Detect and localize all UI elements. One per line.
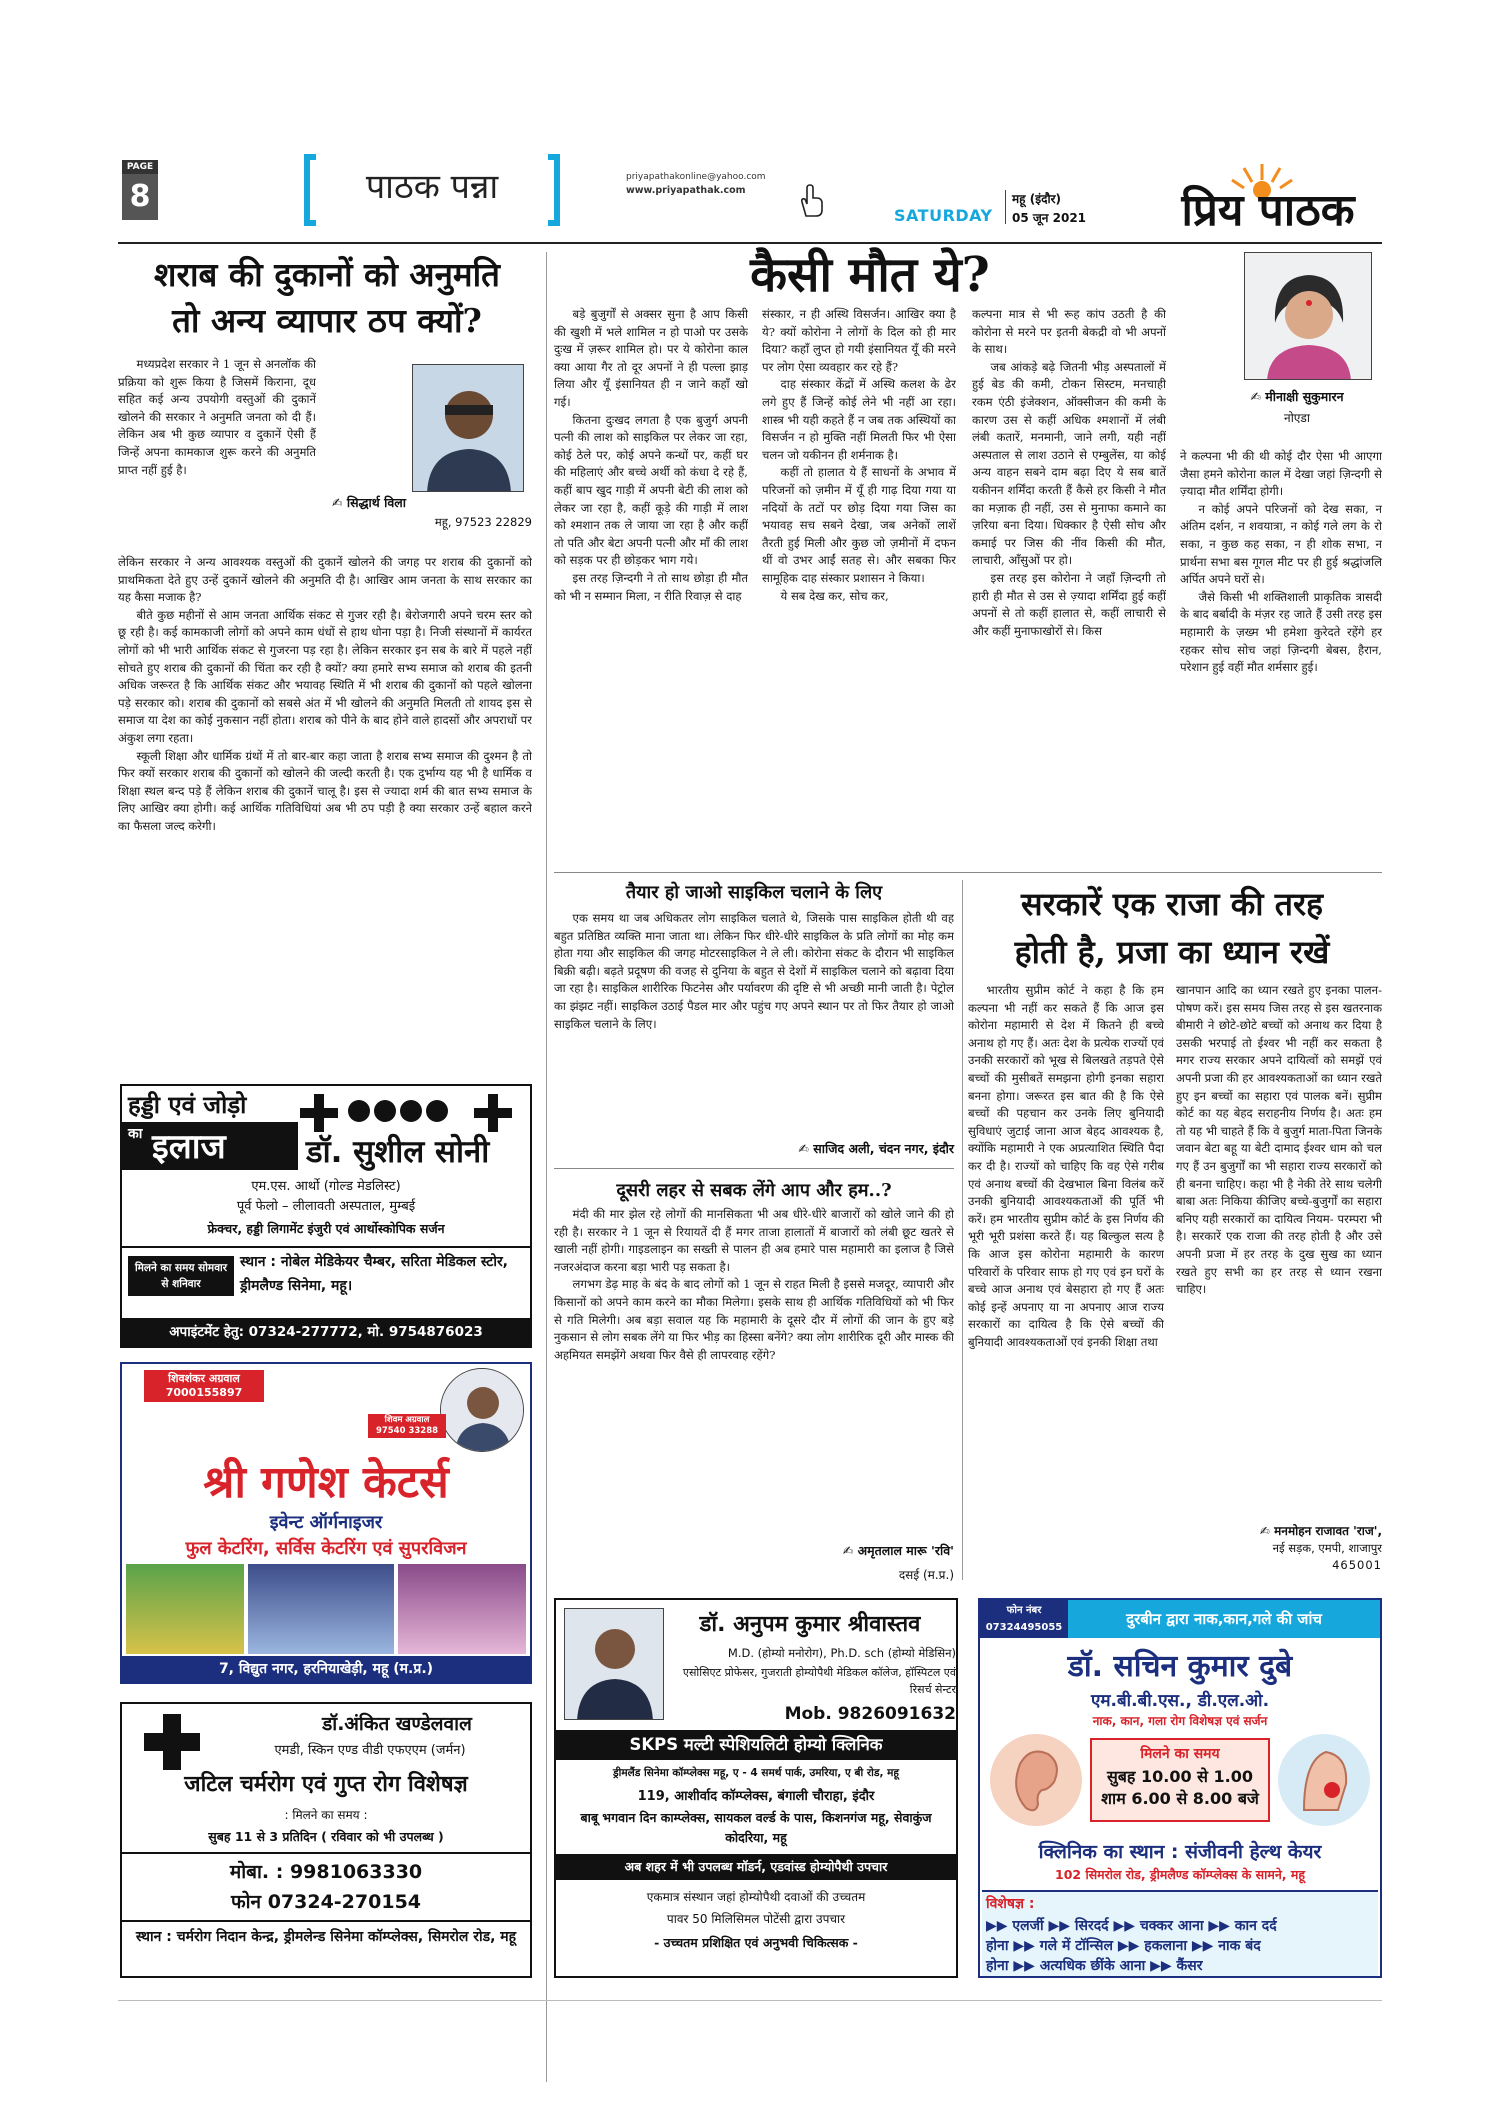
ad-anupam-clinic: SKPS मल्टी स्पेशियलिटी होम्यो क्लिनिक bbox=[556, 1730, 956, 1760]
article2-col3-p2: जब आंकड़े बढ़े जितनी भीड़ अस्पतालों में हुई बेड की कमी, टोकन सिस्टम, मनचाही रकम एंठी इंजेक्शन, ऑक्सीजन की कमी के कारण उस से कहीं अधिक श्मशानों में लंबी लंबी कतारें, मनमानी, जाने लगी, यही नहीं अस्पताल से लाश उठाने से एम्बुलेंस, या कोई अन्य वाहन सबने दाम बढ़ा दिए ये सब बातें यकीनन शर्मिंदा करती हैं कैसे हर किसी ने मौत का मज़ाक ही नहीं, उस से मुनाफा कमाने का ज़रिया बना दिया। धिक्कार है ऐसी सोच और कमाई पर जिस की नींव किसी की मौत, लाचारी, आँसुओं पर हो। bbox=[972, 359, 1166, 568]
ad-anupam-band: अब शहर में भी उपलब्ध मॉडर्न, एडवांस्ड होम्योपैथी उपचार bbox=[556, 1854, 956, 1880]
throat-icon bbox=[1274, 1730, 1374, 1830]
ad-soni-treatment-block bbox=[122, 1122, 298, 1170]
ad-dr-sushil-soni[interactable] bbox=[120, 1084, 532, 1348]
ad-sachin-timing-box bbox=[1090, 1738, 1270, 1822]
ad-soni-place: स्थान : नोबेल मेडिकेयर चैम्बर, सरिता मेडिकल स्टोर, ड्रीमलैण्ड सिनेमा, महू। bbox=[240, 1254, 508, 1294]
city-text: महू (इंदौर) bbox=[1012, 192, 1061, 206]
article5-place: नई सड़क, एमपी, शाजापुर bbox=[1272, 1541, 1382, 1555]
article4-para-1: मंदी की मार झेल रहे लोगों की मानसिकता भी अब धीरे-धीरे बाजारों को खोले जाने की हो रही है। सरकार ने 1 जून से रियायतें दी हैं मगर ताजा हालातों में बाजारों को लंबी छूट खतरे से खाली नहीं होगी। गाइडलाइन का सख्ती से पालन ही अब हमारे पास महामारी का इलाज है जिसे नजरअंदाज करना बड़ा भारी पड़ सकता है। bbox=[554, 1207, 954, 1274]
ad-sachin-phone-box bbox=[980, 1600, 1068, 1638]
medical-cross-icon bbox=[474, 1094, 512, 1132]
ad-ganesh-services: फुल केटरिंग, सर्विस केटरिंग एवं सुपरविजन bbox=[185, 1538, 467, 1559]
medical-cross-icon bbox=[300, 1094, 338, 1132]
ad-ankit-timing: सुबह 11 से 3 प्रतिदिन ( रविवार को भी उपलब्ध ) bbox=[208, 1829, 444, 1844]
ad-anupam-post: एसोसिएट प्रोफेसर, गुजराती होम्योपैथी मेडिकल कॉलेज, हॉस्पिटल एवं रिसर्च सेन्टर bbox=[682, 1666, 956, 1696]
pen-icon: ✍ bbox=[332, 495, 343, 510]
ad-soni-speciality: फ्रेक्चर, हड्डी लिगामेंट इंजुरी एवं आर्थोस्कोपिक सर्जन bbox=[207, 1221, 445, 1236]
author2-name: मीनाक्षी सुकुमारन bbox=[1265, 389, 1344, 404]
pen-icon: ✍ bbox=[1259, 1524, 1270, 1538]
article2-col3-p3: इस तरह इस कोरोना ने जहाँ ज़िन्दगी तो हारी ही मौत से उस से ज़्यादा शर्मिंदा हुई कहीं अपनों से तो कहीं हालात से, कहीं लाचारी से और कहीं मुनाफाखोरों से। किस bbox=[972, 570, 1166, 638]
ad-anupam-degree: M.D. (होम्यो मनोरोग), Ph.D. sch (होम्यो मेडिसिन) bbox=[727, 1646, 956, 1660]
ad-anupam-mobile: Mob. 9826091632 bbox=[784, 1704, 956, 1724]
ad-ganesh-owner2-tag bbox=[368, 1414, 446, 1438]
article2-col3-p1: कल्पना मात्र से भी रूह कांप उठती है की कोरोना से मरने पर इतनी बेकद्री वो भी अपनों के साथ। bbox=[972, 307, 1166, 357]
article2-title: कैसी मौत ये? bbox=[750, 247, 990, 303]
ad-anupam-line3: - उच्चतम प्रशिक्षित एवं अनुभवी चिकित्सक - bbox=[654, 1935, 858, 1950]
day-label: SATURDAY bbox=[894, 206, 993, 225]
ad-sachin-expert2: होना ▶▶ गले में टॉन्सिल ▶▶ हकलाना ▶▶ नाक बंद bbox=[986, 1938, 1261, 1954]
ad-soni-timing-box: मिलने का समय सोमवार से शनिवार bbox=[128, 1256, 234, 1296]
ad-soni-doctor: डॉ. सुशील सोनी bbox=[306, 1134, 490, 1170]
newspaper-logo bbox=[1148, 158, 1388, 238]
ad-sachin-degree: एम.बी.बी.एस., डी.एल.ओ. bbox=[1090, 1691, 1270, 1711]
article1-title-line2: तो अन्य व्यापार ठप क्यों? bbox=[172, 301, 482, 340]
ad-sachin-timing1: सुबह 10.00 से 1.00 bbox=[1106, 1767, 1254, 1786]
article5-col2-text: खानपान आदि का ध्यान रखते हुए इनका पालन-पोषण करें। इस समय जिस तरह से इस खतरनाक बीमारी ने छोटे-छोटे बच्चों को अनाथ कर दिया है उसकी भरपाई तो ईश्वर भी नहीं कर सकता है मगर राज्य सरकार अपने दायित्वों को समझें एवं अपनी प्रजा की हर आवश्यकताओं का ध्यान रखते हुए इन बच्चों का सहारा एवं पालक बनें। सुप्रीम कोर्ट का यह बेहद सराहनीय निर्णय है। अतः हम तो यह भी चाहते हैं कि वे बुजुर्ग माता-पिता जिनके जवान बेटा बहू या बेटी दामाद ईश्वर धाम को चल गए हैं उन बुजुर्गों का भी सहारा राज्य सरकारों को ही बनना चाहिए। कहा भी है नेकी तेरे साथ चलेगी बाबा अतः निकिया कीजिए बच्चे-बुजुर्गों का सहारा बनिए यही सरकारों का दायित्व नियम- परम्परा भी है। सरकारें एक राजा की तरह होती है और उसे अपनी प्रजा में हर तरह के दुख सुख का ध्यान रखते हुए सभी का हर तरह से ध्यान रखना चाहिए। bbox=[1176, 983, 1382, 1297]
article2-col4 bbox=[1180, 448, 1382, 866]
article1-para-2: बीते कुछ महीनों से आम जनता आर्थिक संकट से गुजर रही है। बेरोजगारी अपने चरम स्तर को छू रही है। कई कामकाजी लोगों को अपने काम धंधों से हाथ धोना पड़ा है। निजी संस्थानों में कार्यरत लोगों को भी भारी आर्थिक संकट से गुजरना पड़ रहा है। लेकिन सरकार इन सब के बारे में पहले नहीं सोचते हुए शराब की दुकानों की चिंता कर रही है क्यों? क्या हमारे सभ्य समाज को शराब की इतनी अधिक जरूरत है कि आर्थिक संकट और भयावह स्थिति में भी शराब की दुकानों को पहले खोलना पड़े सरकार को। शराब की दुकानों को सबसे अंत में भी खोलने की अनुमति मिलती तो शायद इस से समाज या देश का कोई नुकसान नहीं होता। शराब को पीने के बाद होने वाले हादसों और अपराधों पर अंकुश लगा रहता। bbox=[118, 607, 532, 745]
author1-place: महू, 97523 22829 bbox=[434, 515, 532, 529]
article5-title-line2: होती है, प्रजा का ध्यान रखें bbox=[1014, 933, 1330, 971]
article3-title: तैयार हो जाओ साइकिल चलाने के लिए bbox=[625, 882, 883, 903]
article5-pin: 465001 bbox=[1332, 1558, 1382, 1572]
article5-col1-text: भारतीय सुप्रीम कोर्ट ने कहा है कि हम कल्पना भी नहीं कर सकते हैं कि आज इस कोरोना महामारी से देश में कितने ही बच्चे अनाथ हो गए हैं। अतः देश के प्रत्येक राज्यों एवं उनकी सरकारों को भूख से बिलखते तड़पते ऐसे बच्चों की मुसीबतें समझना होगी इनका सहारा बनना होगा। जरूरत इस बात की है कि ऐसे बच्चों की पहचान कर उनके लिए बुनियादी सुविधाएं जुटाई जाना आज बेहद आवश्यक है, क्योंकि महामारी ने एक अप्रत्याशित स्थिति पैदा कर दी है। राज्यों को चाहिए कि वह ऐसे गरीब एवं अनाथ बच्चों की देखभाल बिना विलंब करें उनकी बुनियादी आवश्यकताओं की पूर्ति भी करें। हम भारतीय सुप्रीम कोर्ट के इस निर्णय की भूरी भूरी प्रशंसा करते हैं। यह बिल्कुल सत्य है कि आज इस कोरोना महामारी के कारण परिवारों के परिवार साफ हो गए एवं इन घरों के बच्चे आज अनाथ एवं बेसहारा हो गए हैं अतः कोई इन्हें अपनाए या ना अपनाए आज राज्य सरकारों का दायित्व है कि ऐसे बच्चों की बुनियादी आवश्यकताओं एवं इनकी शिक्षा तथा bbox=[968, 983, 1164, 1349]
ad-anupam-addr2: 119, आशीर्वाद कॉम्प्लेक्स, बंगाली चौराहा, इंदौर bbox=[637, 1789, 875, 1804]
author2-byline bbox=[1212, 388, 1382, 426]
article2-col4-p1: ने कल्पना भी की थी कोई दौर ऐसा भी आएगा जैसा हमने कोरोना काल में देखा जहां ज़िन्दगी से ज़्यादा मौत शर्मिंदा होगी। bbox=[1180, 449, 1382, 499]
ad-sachin-headline: दुरबीन द्वारा नाक,कान,गले की जांच bbox=[1068, 1600, 1380, 1638]
article2-col2-p1: संस्कार, न ही अस्थि विसर्जन। आखिर क्या है ये? क्यों कोरोना ने लोगों के दिल को ही मार दिया? कहाँ लुप्त हो गयी इंसानियत यूँ की मरने पर लोग ऐसा व्यवहार कर रहे हैं? bbox=[762, 307, 956, 374]
article3-author: साजिद अली, चंदन नगर, इंदौर bbox=[813, 1141, 954, 1156]
medical-cross-icon bbox=[144, 1714, 200, 1770]
author1-name: सिद्धार्थ विला bbox=[346, 495, 406, 510]
website-text[interactable]: www.priyapathak.com bbox=[626, 185, 746, 196]
article2-col4-p2: न कोई अपने परिजनों को देख सका, न अंतिम दर्शन, न शवयात्रा, न कोई गले लग के रो सका, न कुछ कह सका, न ही शोक सभा, न प्रार्थना सभा बस गूगल मीट पर ही हुई श्रद्धांजलि अर्पित अपने घरों से। bbox=[1180, 501, 1382, 587]
ad-anupam-addr3: बाबू भगवान दिन काम्प्लेक्स, सायकल वर्ल्ड के पास, किशनगंज महू, सेवाकुंज कोदरिया, महू bbox=[580, 1810, 932, 1845]
ad-sachin-phone: 07324495055 bbox=[985, 1622, 1063, 1633]
ad-ankit-mobile: मोबा. : 9981063330 bbox=[229, 1861, 423, 1883]
article2-col3 bbox=[972, 306, 1166, 866]
ad-ganesh-owner2: शिवम अग्रवाल bbox=[384, 1415, 430, 1425]
article1-para-1: लेकिन सरकार ने अन्य आवश्यक वस्तुओं की दुकानें खोलने की जगह पर शराब की दुकानों को प्राथमिकता देते हुए उन्हें दुकानें खोलने की अनुमति दी है। आखिर आम जनता के साथ सरकार का यह कैसा मजाक है? bbox=[118, 555, 532, 605]
ad-ganesh-caterers[interactable] bbox=[120, 1362, 532, 1684]
article5-byline bbox=[1176, 1522, 1382, 1572]
author1-byline bbox=[332, 494, 532, 530]
article5-col2 bbox=[1176, 982, 1382, 1522]
bones-icon bbox=[344, 1096, 454, 1126]
ad-sachin-clinic: क्लिनिक का स्थान : संजीवनी हेल्थ केयर bbox=[1038, 1841, 1322, 1863]
ad-anupam-addr1: ड्रीमलैंड सिनेमा कॉम्प्लेक्स महू, ए - 4 समर्थ पार्क, उमरिया, ए बी रोड, महू bbox=[613, 1767, 899, 1779]
ad-ganesh-owner1-tag bbox=[144, 1370, 264, 1402]
article1-title-line1: शराब की दुकानों को अनुमति bbox=[154, 255, 500, 294]
ad-sachin-speciality: नाक, कान, गला रोग विशेषज्ञ एवं सर्जन bbox=[1092, 1714, 1268, 1728]
author2-photo bbox=[1244, 252, 1372, 380]
article4-author: अमृतलाल मारू 'रवि' bbox=[857, 1543, 954, 1558]
article2-col1 bbox=[554, 306, 748, 866]
article3-text: एक समय था जब अधिकतर लोग साइकिल चलाते थे, जिसके पास साइकिल होती थी वह बहुत प्रतिष्ठित व्यक्ति माना जाता था। लेकिन फिर धीरे-धीरे साइकिल के प्रति लोगों का मोह कम होता गया और साइकिल की जगह मोटरसाइकिल ने ले ली। कोरोना संकट के दौरान भी साइकिल बिक्री बढ़ी। बढ़ते प्रदूषण की वजह से दुनिया के बहुत से देशों में साइकिल चलाने को बढ़ावा दिया जा रहा है। साइकिल शारीरिक फिटनेस और पर्यावरण की दृष्टि से भी अच्छी मानी जाती है। पेट्रोल का झंझट नहीं। साइकिल उठाई पैडल मार और पहुंच गए अपने स्थान पर तो फिर तैयार हो जाओ साइकिल चलाने के लिए। bbox=[554, 911, 954, 1031]
ad-ankit-degree: एमडी, स्किन एण्ड वीडी एफएएम (जर्मन) bbox=[274, 1743, 466, 1758]
article2-col1-p3: इस तरह ज़िन्दगी ने तो साथ छोड़ा ही मौत को भी न सम्मान मिला, न रीति रिवाज़ से दाह bbox=[554, 570, 748, 603]
article5-author: मनमोहन राजावत 'राज', bbox=[1274, 1524, 1382, 1538]
ad-anupam-line2: पावर 50 मिलिसिमल पोटेंसी द्वारा उपचार bbox=[666, 1912, 846, 1926]
ad-ganesh-event-photos bbox=[126, 1564, 526, 1654]
ad-dr-sachin[interactable] bbox=[978, 1598, 1382, 1978]
hand-pointer-icon bbox=[796, 184, 826, 218]
pen-icon: ✍ bbox=[1250, 389, 1261, 404]
article1-body bbox=[118, 554, 532, 1072]
email-text[interactable]: priyapathakonline@yahoo.com bbox=[626, 172, 766, 182]
ad-soni-fellow: पूर्व फेलो – लीलावती अस्पताल, मुम्बई bbox=[236, 1199, 416, 1214]
ad-sachin-expert3: होना ▶▶ अत्यधिक छींके आना ▶▶ कैंसर bbox=[986, 1958, 1203, 1974]
article2-col2 bbox=[762, 306, 956, 866]
article4-place: दसई (म.प्र.) bbox=[898, 1568, 954, 1582]
ad-sachin-expert-label: विशेषज्ञ : bbox=[986, 1896, 1035, 1912]
page-label: PAGE bbox=[122, 160, 158, 174]
ad-ganesh-owner-photo bbox=[440, 1368, 524, 1452]
ad-ankit-doctor: डॉ.अंकित खण्डेलवाल bbox=[322, 1713, 472, 1735]
article4-body bbox=[554, 1206, 954, 1536]
article5-title bbox=[962, 880, 1382, 976]
ear-icon bbox=[986, 1730, 1086, 1830]
article1-intro bbox=[118, 356, 316, 556]
article2-col4-p3: जैसे किसी भी शक्तिशाली प्राकृतिक त्रासदी के बाद बर्बादी के मंज़र रह जाते हैं उसी तरह इस महामारी के ज़ख्म भी हमेशा कुरेदते रहेंगे हर रहकर सोच सोच जहां ज़िन्दगी बेबस, हैरान, परेशान हुई वहीं मौत शर्मसार हुई। bbox=[1180, 589, 1382, 675]
ad-sachin-timing2: शाम 6.00 से 8.00 बजे bbox=[1101, 1789, 1259, 1808]
page-badge bbox=[122, 160, 158, 222]
dateline bbox=[1012, 190, 1086, 226]
article1-intro-text: मध्यप्रदेश सरकार ने 1 जून से अनलॉक की प्रक्रिया को शुरू किया है जिसमें किराना, दूध सहित कई अन्य उपयोगी वस्तुओं की दुकानें खोलने की सरकार ने अनुमति जनता को दी हैं। लेकिन अब भी कुछ व्यापार व दुकानें ऐसी हैं जिन्हें अपना कामकाज शुरू करने की अनुमति प्राप्त नहीं हुई है। bbox=[118, 357, 316, 477]
article4-para-2: लगभग डेढ़ माह के बंद के बाद लोगों को 1 जून से राहत मिली है इससे मजदूर, व्यापारी और किसानों को अपने काम करने का मौका मिलेगा। इसके साथ ही आर्थिक गतिविधियों को भी फिर से गति मिलेगी। अब बड़ा सवाल यह कि महामारी के दूसरे दौर में लोगों की जान के हुए बड़े नुकसान से लोग सबक लेंगे या फिर भीड़ का हिस्सा बनेंगे? क्या लोग शारीरिक दूरी और मास्क की अहमियत समझेंगे अथवा फिर वैसे ही लापरवाह रहेंगे? bbox=[554, 1277, 954, 1362]
ad-sachin-expert-block bbox=[982, 1890, 1378, 1976]
ad-dr-anupam[interactable] bbox=[554, 1598, 958, 1978]
ad-ankit-timing-label: : मिलने का समय : bbox=[284, 1808, 368, 1822]
section-title-bracket bbox=[304, 154, 560, 226]
article2-col1-p2: कितना दुःखद लगता है एक बुजुर्ग अपनी पत्नी की लाश को साइकिल पर लेकर जा रहा, कोई ठेले पर, कोई अपने कन्धों पर, कहीं घर की महिलाएं और बच्चे अर्थी को कंधा दे रहे हैं, कहीं बाप खुद गाड़ी में अपनी बेटी की लाश को लेकर जा रहा है, कहीं कूड़े की गाड़ी में लाश को श्मशान तक ले जाया जा रहा है और कहीं तो पति और बेटा अपनी पत्नी और माँ की लाश को सड़क पर ही छोड़कर भाग गये। bbox=[554, 412, 748, 568]
article1-title bbox=[118, 252, 536, 344]
author1-photo bbox=[412, 364, 524, 492]
article3-byline bbox=[560, 1140, 954, 1157]
article2-col2-p2: दाह संस्कार केंद्रों में अस्थि कलश के ढेर लगे हुए हैं जिन्हें कोई लेने भी नहीं आ रहा। शास्त्र भी यही कहते हैं न जब तक अस्थियों का विसर्जन न हो मुक्ति नहीं मिलती फिर भी ऐसा चलन जो यकीनन ही शर्मनाक है। bbox=[762, 377, 956, 462]
ad-sachin-timing-title: मिलने का समय bbox=[1140, 1746, 1220, 1762]
article1-para-3: स्कूली शिक्षा और धार्मिक ग्रंथों में तो बार-बार कहा जाता है शराब सभ्य समाज की दुश्मन है तो फिर क्यों सरकार शराब की दुकानों को खोलने की जल्दी करती है। एक दुर्भाग्य यह भी है धार्मिक व शिक्षा स्थल बन्द पड़े हैं लेकिन शराब की दुकानें चालू है। इस से ज्यादा शर्म की बात सभ्य समाज के लिए आखिर क्या होगी। कई आर्थिक गतिविधियां अब भी ठप पड़ी है क्या सरकार उन्हें बहाल करने का फैसला जल्द करेगी। bbox=[118, 748, 532, 833]
ad-soni-degree: एम.एस. आर्थो (गोल्ड मेडलिस्ट) bbox=[251, 1179, 401, 1194]
ad-ganesh-phone1: 7000155897 bbox=[165, 1386, 243, 1399]
article2-col1-p1: बड़े बुजुर्गों से अक्सर सुना है आप किसी की खुशी में भले शामिल न हो पाओ पर उसके दुःख में ज़रूर शामिल हो। पर ये कोरोना काल क्या आया गैर तो दूर अपनों ने ही पल्ला झाड़ लिया और यूँ इंसानियत ही न जाने कहाँ खो गई। bbox=[554, 307, 748, 409]
ad-ankit-phone: फोन 07324-270154 bbox=[230, 1891, 422, 1913]
section-title: पाठक पन्ना bbox=[365, 167, 499, 207]
ad-soni-line2-big: इलाज bbox=[152, 1127, 226, 1167]
ad-ganesh-owner1: शिवशंकर अग्रवाल bbox=[168, 1372, 240, 1385]
page-number: 8 bbox=[122, 174, 158, 220]
ad-sachin-expert1: ▶▶ एलर्जी ▶▶ सिरदर्द ▶▶ चक्कर आना ▶▶ कान दर्द bbox=[986, 1918, 1277, 1934]
ad-sachin-phone-label: फोन नंबर bbox=[1006, 1605, 1042, 1616]
paper-name: प्रिय पाठक bbox=[1181, 185, 1355, 236]
article2-col2-p3: कहीं तो हालात ये हैं साधनों के अभाव में परिजनों को ज़मीन में यूँ ही गाढ़ दिया गया या नदियों के तटों पर छोड़ दिया गया जिस का भयावह सच सबने देखा, जब अनेकों लाशें तैरती हुई मिली और कुछ जो ज़मीनों में दफन थीं वो उभर आईं सतह से। और सबका फिर सामूहिक दाह संस्कार प्रशासन ने किया। bbox=[762, 465, 956, 585]
article3-body bbox=[554, 910, 954, 1130]
pen-icon: ✍ bbox=[798, 1141, 809, 1156]
article2-col2-p4: ये सब देख कर, सोच कर, bbox=[780, 588, 889, 603]
ad-anupam-doctor: डॉ. अनुपम कुमार श्रीवास्तव bbox=[699, 1612, 921, 1637]
pen-icon: ✍ bbox=[842, 1543, 854, 1558]
ad-ganesh-tag: इवेन्ट ऑर्गनाइजर bbox=[269, 1512, 383, 1533]
ad-dr-ankit[interactable] bbox=[120, 1702, 532, 1978]
ad-soni-line1: हड्डी एवं जोड़ो bbox=[128, 1091, 247, 1119]
ad-soni-phone: अपाइंटमेंट हेतु: 07324-277772, मो. 9754876023 bbox=[122, 1318, 530, 1346]
article5-title-line1: सरकारें एक राजा की तरह bbox=[1020, 885, 1324, 923]
ad-sachin-address: 102 सिमरोल रोड, ड्रीमलैण्ड कॉम्प्लेक्स के सामने, महू bbox=[1055, 1867, 1305, 1882]
ad-soni-line2-small: का bbox=[128, 1126, 143, 1142]
ad-soni-header bbox=[122, 1086, 530, 1172]
ad-ganesh-address: 7, विद्युत नगर, हरनियाखेड़ी, महू (म.प्र.) bbox=[122, 1656, 530, 1682]
ad-sachin-doctor: डॉ. सचिन कुमार दुबे bbox=[1067, 1649, 1293, 1684]
date-text: 05 जून 2021 bbox=[1012, 211, 1087, 225]
ad-ankit-place: स्थान : चर्मरोग निदान केन्द्र, ड्रीमलेन्ड सिनेमा कॉम्प्लेक्स, सिमरोल रोड, महू bbox=[135, 1929, 517, 1945]
ad-ankit-speciality: जटिल चर्मरोग एवं गुप्त रोग विशेषज्ञ bbox=[184, 1772, 468, 1797]
ad-anupam-photo bbox=[564, 1608, 664, 1720]
contact-block bbox=[626, 172, 796, 196]
ad-ganesh-name: श्री गणेश केटर्स bbox=[203, 1457, 449, 1508]
author2-place: नोएडा bbox=[1284, 411, 1310, 425]
article4-title: दूसरी लहर से सबक लेंगे आप और हम..? bbox=[616, 1180, 892, 1201]
ad-ganesh-phone2: 97540 33288 bbox=[375, 1426, 439, 1436]
article4-byline bbox=[560, 1542, 954, 1559]
ad-anupam-line1: एकमात्र संस्थान जहां होम्योपैथी दवाओं की उच्चतम bbox=[646, 1890, 866, 1904]
article5-col1 bbox=[968, 982, 1164, 1562]
